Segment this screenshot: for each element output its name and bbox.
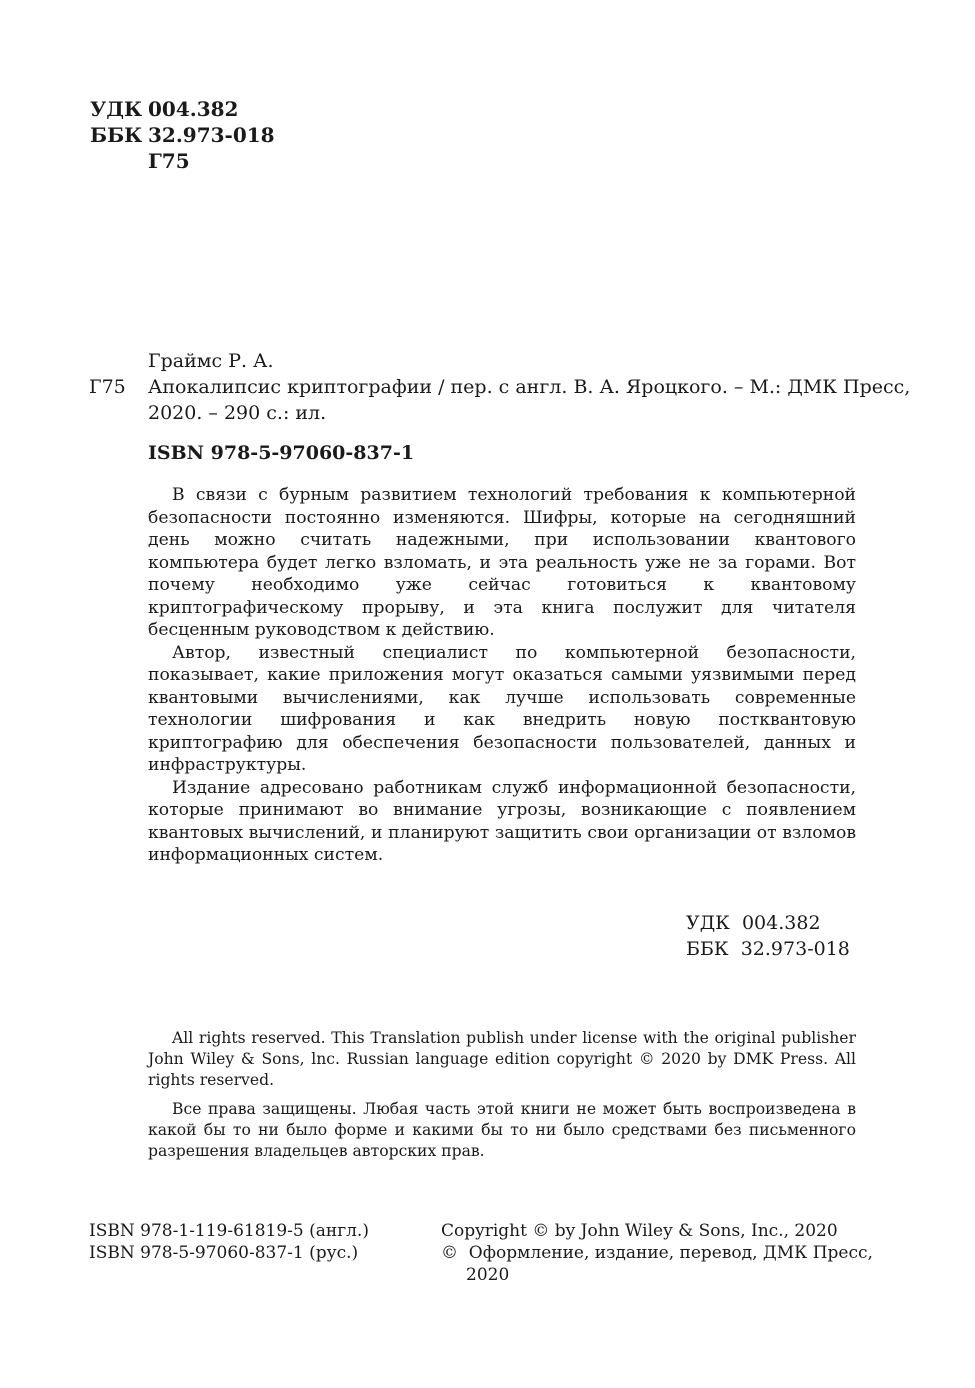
udk-label: УДК: [90, 97, 143, 121]
classification-bbk: ББК 32.973-018: [686, 938, 850, 960]
annotation-paragraph: В связи с бурным развитием технологий требования к компьютерной безопасности постоянно изменяются. Шифры, которые на сегодняшний день можно считать надежными, при использовании квантового компьютера будет легко взломать, и эта реальность уже не за горами. Вот почему необходимо уже сейчас готовиться к квантовому криптографическому прорыву, и эта книга послужит для читателя бесценным руководством к действию.: [148, 485, 856, 640]
catalog-isbn: ISBN 978-5-97060-837-1: [148, 442, 415, 464]
classification-udk: УДК 004.382: [686, 912, 821, 934]
rights-english: All rights reserved. This Translation publish under license with the original publisher John Wiley & Sons, lnc. Russian language edition copyright © 2020 by DMK Press. All rights reserved.: [148, 1029, 856, 1089]
catalog-title-line2: 2020. – 290 с.: ил.: [148, 402, 327, 424]
catalog-title-line1: Апокалипсис криптографии / пер. с англ. В. А. Яроцкого. – М.: ДМК Пресс,: [148, 376, 911, 398]
annotation-paragraph: Автор, известный специалист по компьютерной безопасности, показывает, какие приложения могут оказаться самыми уязвимыми перед квантовыми вычислениями, как лучше использовать современные технологии шифрования и как внедрить новую постквантовую криптографию для обеспечения безопасности пользователей, данных и инфраструктуры.: [148, 642, 856, 775]
footer-isbn-en: ISBN 978-1-119-61819-5 (англ.): [89, 1221, 369, 1241]
author-mark: Г75: [148, 149, 190, 173]
rights: [148, 1028, 856, 1170]
annotation: [148, 484, 856, 867]
annotation-paragraph: Издание адресовано работникам служб информационной безопасности, которые принимают во внимание угрозы, возникающие с появлением квантовых вычислений, и планируют защитить свои организации от взломов информационных систем.: [148, 777, 856, 865]
classification: [686, 910, 850, 962]
udk-value: 004.382: [148, 97, 239, 121]
rights-russian: Все права защищены. Любая часть этой книги не может быть воспроизведена в какой бы то ни было форме и какими бы то ни было средствами без письменного разрешения владельцев авторских прав.: [148, 1100, 856, 1160]
footer-copyright-line3: 2020: [466, 1265, 510, 1285]
catalog-author: Граймс Р. А.: [148, 350, 274, 372]
header-codes: [90, 96, 275, 174]
footer-isbn-ru: ISBN 978-5-97060-837-1 (рус.): [89, 1243, 359, 1263]
footer-copyright-line2: © Оформление, издание, перевод, ДМК Пресс,: [441, 1243, 873, 1263]
bbk-label: ББК: [90, 123, 143, 147]
udk-code: [90, 96, 275, 122]
footer-isbn-block: [89, 1220, 369, 1264]
footer-copyright-block: [441, 1220, 873, 1286]
bbk-value: 32.973-018: [148, 123, 275, 147]
catalog-mark: Г75: [89, 376, 126, 398]
author-mark-code: [90, 148, 275, 174]
footer-copyright-line1: Copyright © by John Wiley & Sons, Inc., 2020: [441, 1221, 838, 1241]
bbk-code: [90, 122, 275, 148]
